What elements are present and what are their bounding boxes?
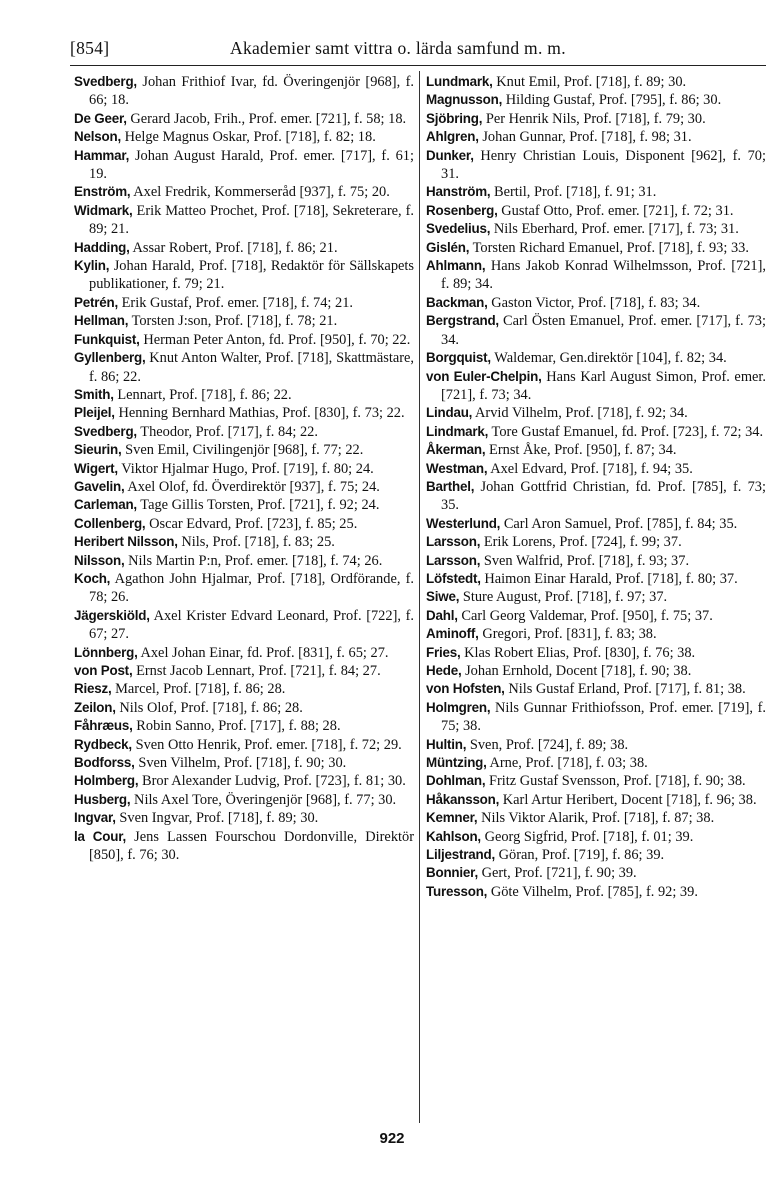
entry-surname: Pleijel, — [74, 405, 115, 421]
register-entry — [426, 625, 766, 643]
entry-details: Johan Gottfrid Christian, fd. Prof. [785], f. 73; 35. — [441, 478, 766, 514]
entry-details: Lennart, Prof. [718], f. 86; 22. — [117, 386, 292, 403]
entry-details: Karl Artur Heribert, Docent [718], f. 96; 38. — [502, 791, 757, 808]
entry-surname: Hellman, — [74, 313, 129, 329]
entry-surname: Turesson, — [426, 883, 488, 899]
entry-surname: Gyllenberg, — [74, 350, 146, 366]
entry-surname: Hede, — [426, 663, 462, 678]
register-entry — [74, 404, 414, 422]
register-entry — [74, 607, 414, 644]
entry-surname: Ahlgren, — [426, 129, 479, 145]
entry-details: Waldemar, Gen.direktör [104], f. 82; 34. — [494, 350, 727, 367]
register-entry — [74, 128, 414, 146]
entry-details: Herman Peter Anton, fd. Prof. [950], f. 70; 22. — [143, 331, 411, 348]
entry-surname: Lundmark, — [426, 74, 493, 89]
register-entry — [426, 220, 766, 238]
entry-details: Arvid Vilhelm, Prof. [718], f. 92; 34. — [475, 405, 688, 422]
entry-surname: von Hofsten, — [426, 681, 505, 697]
register-entry — [426, 239, 766, 257]
entry-surname: Håkansson, — [426, 791, 500, 807]
entry-details: Georg Sigfrid, Prof. [718], f. 01; 39. — [484, 828, 694, 845]
entry-details: Ernst Åke, Prof. [950], f. 87; 34. — [489, 442, 677, 459]
register-entry — [426, 147, 766, 184]
entry-surname: Rosenberg, — [426, 202, 498, 218]
register-entry — [426, 478, 766, 515]
entry-surname: Larsson, — [426, 534, 481, 550]
register-entry — [426, 828, 766, 846]
entry-details: Arne, Prof. [718], f. 03; 38. — [489, 755, 648, 772]
register-entry — [426, 699, 766, 736]
entry-surname: Nelson, — [74, 129, 121, 145]
entry-details: Sven Emil, Civilingenjör [968], f. 77; 22. — [125, 442, 364, 459]
entry-details: Johan Gunnar, Prof. [718], f. 98; 31. — [482, 129, 692, 146]
register-entry — [426, 73, 766, 91]
entry-surname: Lindmark, — [426, 423, 489, 439]
entry-surname: Nilsson, — [74, 552, 125, 568]
entry-details: Fritz Gustaf Svensson, Prof. [718], f. 90; 38. — [489, 773, 746, 790]
entry-details: Torsten Richard Emanuel, Prof. [718], f. 93; 33. — [472, 239, 749, 256]
entry-details: Hans Jakob Konrad Wilhelmsson, Prof. [721], f. 89; 34. — [441, 258, 766, 293]
entry-surname: Lindau, — [426, 405, 473, 421]
entry-details: Bertil, Prof. [718], f. 91; 31. — [494, 184, 657, 201]
entry-details: Axel Johan Einar, fd. Prof. [831], f. 65; 27. — [140, 644, 389, 661]
entry-surname: Kemner, — [426, 810, 478, 826]
entry-details: Nils Eberhard, Prof. emer. [717], f. 73; 31. — [493, 221, 739, 238]
entry-surname: Gavelin, — [74, 478, 125, 494]
register-entry — [426, 312, 766, 349]
register-entry — [74, 460, 414, 478]
entry-details: Johan Harald, Prof. [718], Redaktör för Sällskapets publikationer, f. 79; 21. — [89, 258, 414, 293]
entry-surname: Bodforss, — [74, 755, 135, 771]
register-entry — [74, 73, 414, 110]
register-entry — [74, 478, 414, 496]
register-entry — [74, 331, 414, 349]
entry-surname: Holmberg, — [74, 773, 139, 789]
entry-surname: Svedberg, — [74, 74, 137, 89]
entry-surname: Fåhræus, — [74, 718, 133, 734]
entry-surname: Gislén, — [426, 239, 470, 255]
entry-details: Erik Lorens, Prof. [724], f. 99; 37. — [483, 534, 682, 551]
entry-details: Göte Vilhelm, Prof. [785], f. 92; 39. — [490, 883, 698, 900]
register-entry — [74, 552, 414, 570]
register-entry — [74, 202, 414, 239]
entry-surname: Enström, — [74, 184, 131, 200]
register-entry — [74, 239, 414, 257]
entry-details: Knut Anton Walter, Prof. [718], Skattmästare, f. 86; 22. — [89, 350, 414, 385]
register-entry — [426, 791, 766, 809]
register-entry — [74, 257, 414, 294]
entry-details: Göran, Prof. [719], f. 86; 39. — [498, 847, 665, 864]
register-entry — [426, 368, 766, 405]
entry-details: Johan Frithiof Ivar, fd. Överingenjör [968], f. 66; 18. — [89, 74, 414, 109]
entry-details: Marcel, Prof. [718], f. 86; 28. — [115, 681, 286, 698]
register-entry — [426, 404, 766, 422]
entry-surname: Löfstedt, — [426, 570, 481, 586]
entry-details: Gustaf Otto, Prof. emer. [721], f. 72; 31. — [501, 202, 734, 219]
register-entry — [74, 791, 414, 809]
header-page-number: [854] — [70, 38, 110, 58]
register-entry — [426, 515, 766, 533]
register-entry — [426, 588, 766, 606]
entry-surname: Carleman, — [74, 497, 137, 513]
entry-surname: Larsson, — [426, 552, 481, 568]
entry-surname: la Cour, — [74, 828, 127, 844]
entry-surname: Hanström, — [426, 184, 491, 200]
entry-details: Theodor, Prof. [717], f. 84; 22. — [140, 423, 318, 440]
entry-surname: Funkquist, — [74, 331, 140, 347]
entry-details: Gerard Jacob, Frih., Prof. emer. [721], f. 58; 18. — [130, 110, 407, 127]
entry-details: Nils Viktor Alarik, Prof. [718], f. 87; 38. — [481, 810, 715, 827]
entry-details: Erik Gustaf, Prof. emer. [718], f. 74; 21. — [121, 294, 354, 311]
entry-details: Gregori, Prof. [831], f. 83; 38. — [482, 626, 657, 643]
entry-surname: Bergstrand, — [426, 313, 499, 329]
running-header — [70, 38, 770, 64]
register-entry — [74, 423, 414, 441]
entry-details: Sture August, Prof. [718], f. 97; 37. — [462, 589, 668, 606]
entry-details: Agathon John Hjalmar, Prof. [718], Ordförande, f. 78; 26. — [89, 570, 414, 606]
register-entry — [426, 552, 766, 570]
register-entry — [74, 496, 414, 514]
register-entry — [426, 772, 766, 790]
register-entry — [74, 570, 414, 607]
entry-details: Robin Sanno, Prof. [717], f. 88; 28. — [136, 718, 341, 735]
entry-surname: Sieurin, — [74, 442, 122, 458]
register-entry — [74, 349, 414, 386]
entry-surname: Aminoff, — [426, 626, 479, 642]
entry-details: Sven, Prof. [724], f. 89; 38. — [469, 736, 629, 753]
entry-surname: Westerlund, — [426, 515, 501, 531]
entry-surname: Hammar, — [74, 147, 130, 163]
register-entry — [426, 864, 766, 882]
register-entry — [74, 680, 414, 698]
entry-surname: Fries, — [426, 644, 461, 660]
entry-surname: Barthel, — [426, 478, 475, 494]
entry-details: Johan Ernhold, Docent [718], f. 90; 38. — [465, 663, 692, 679]
register-entry — [426, 846, 766, 864]
footer-page-number: 922 — [379, 1130, 405, 1147]
register-entry — [426, 754, 766, 772]
entry-details: Sven Vilhelm, Prof. [718], f. 90; 30. — [138, 755, 347, 772]
entry-surname: Widmark, — [74, 202, 133, 218]
register-entry — [74, 312, 414, 330]
entry-details: Johan August Harald, Prof. emer. [717], f. 61; 19. — [89, 147, 414, 183]
entry-surname: Jägerskiöld, — [74, 607, 150, 623]
entry-surname: Lönnberg, — [74, 644, 138, 660]
entry-details: Torsten J:son, Prof. [718], f. 78; 21. — [131, 313, 338, 330]
entry-surname: Petrén, — [74, 294, 118, 310]
register-entry — [426, 441, 766, 459]
entry-details: Viktor Hjalmar Hugo, Prof. [719], f. 80; 24. — [121, 460, 374, 477]
entry-surname: Wigert, — [74, 460, 118, 476]
entry-details: Tore Gustaf Emanuel, fd. Prof. [723], f. 72; 34. — [491, 423, 764, 440]
register-entry — [426, 533, 766, 551]
entry-details: Axel Olof, fd. Överdirektör [937], f. 75; 24. — [127, 478, 380, 495]
register-entry — [426, 680, 766, 698]
entry-details: Tage Gillis Torsten, Prof. [721], f. 92; 24. — [140, 497, 380, 514]
register-entry — [426, 349, 766, 367]
entry-details: Bror Alexander Ludvig, Prof. [723], f. 81; 30. — [142, 773, 406, 790]
entry-surname: Riesz, — [74, 681, 112, 697]
entry-details: Axel Krister Edvard Leonard, Prof. [722], f. 67; 27. — [89, 607, 414, 643]
entry-details: Hilding Gustaf, Prof. [795], f. 86; 30. — [505, 92, 722, 109]
entry-details: Oscar Edvard, Prof. [723], f. 85; 25. — [149, 515, 358, 532]
register-entry — [426, 91, 766, 109]
register-entry — [426, 662, 766, 680]
register-entry — [426, 202, 766, 220]
register-entry — [74, 147, 414, 184]
entry-surname: Sjöbring, — [426, 110, 483, 126]
entry-details: Assar Robert, Prof. [718], f. 86; 21. — [132, 239, 338, 256]
entry-surname: Dohlman, — [426, 773, 486, 789]
register-entry — [426, 294, 766, 312]
entry-surname: De Geer, — [74, 110, 127, 126]
entry-details: Carl Georg Valdemar, Prof. [950], f. 75; 37. — [461, 607, 713, 624]
entry-details: Nils Gustaf Erland, Prof. [717], f. 81; 38. — [508, 681, 746, 698]
entry-details: Erik Matteo Prochet, Prof. [718], Sekreterare, f. 89; 21. — [89, 202, 415, 238]
register-entry — [74, 294, 414, 312]
entry-surname: von Euler-Chelpin, — [426, 368, 542, 384]
entry-surname: Ingvar, — [74, 810, 116, 826]
register-entry — [74, 736, 414, 754]
register-entry — [74, 183, 414, 201]
column-divider — [419, 71, 420, 1123]
entry-details: Gaston Victor, Prof. [718], f. 83; 34. — [491, 294, 701, 311]
entry-surname: Smith, — [74, 386, 114, 402]
entry-surname: Svedberg, — [74, 423, 137, 439]
header-title: Akademier samt vittra o. lärda samfund m. m. — [230, 38, 566, 58]
entry-details: Axel Fredrik, Kommerseråd [937], f. 75; 20. — [133, 184, 390, 201]
entry-details: Nils, Prof. [718], f. 83; 25. — [181, 534, 335, 551]
entry-details: Hans Karl August Simon, Prof. emer. [721], f. 73; 34. — [441, 368, 766, 403]
entry-details: Nils Gunnar Frithiofsson, Prof. emer. [719], f. 75; 38. — [441, 699, 766, 735]
entry-details: Carl Östen Emanuel, Prof. emer. [717], f. 73; 34. — [441, 313, 766, 348]
register-entry — [74, 754, 414, 772]
entry-surname: Borgquist, — [426, 350, 491, 366]
entry-surname: Rydbeck, — [74, 736, 132, 752]
entry-surname: Hultin, — [426, 736, 467, 752]
register-entry — [426, 423, 766, 441]
entry-surname: Husberg, — [74, 791, 131, 807]
register-entry — [74, 110, 414, 128]
right-column — [426, 73, 766, 901]
entry-surname: Zeilon, — [74, 699, 116, 715]
entry-details: Sven Otto Henrik, Prof. emer. [718], f. 72; 29. — [135, 736, 402, 753]
register-entry — [74, 386, 414, 404]
register-entry — [74, 515, 414, 533]
header-rule — [70, 65, 766, 66]
register-entry — [74, 533, 414, 551]
register-entry — [74, 809, 414, 827]
entry-surname: Kahlson, — [426, 828, 481, 844]
register-entry — [426, 570, 766, 588]
register-entry — [74, 828, 414, 865]
entry-surname: Siwe, — [426, 589, 460, 605]
register-entry — [74, 441, 414, 459]
entry-surname: Kylin, — [74, 258, 110, 274]
register-entry — [426, 128, 766, 146]
register-entry — [74, 772, 414, 790]
entry-surname: Bonnier, — [426, 865, 478, 881]
entry-surname: Dahl, — [426, 607, 458, 623]
register-entry — [426, 110, 766, 128]
register-entry — [74, 699, 414, 717]
entry-surname: Holmgren, — [426, 699, 491, 715]
register-entry — [426, 183, 766, 201]
entry-details: Axel Edvard, Prof. [718], f. 94; 35. — [490, 460, 693, 477]
register-entry — [74, 717, 414, 735]
register-entry — [426, 809, 766, 827]
entry-surname: Koch, — [74, 570, 111, 586]
entry-details: Jens Lassen Fourschou Dordonville, Direktör [850], f. 76; 30. — [89, 828, 414, 864]
entry-details: Gert, Prof. [721], f. 90; 39. — [481, 865, 637, 882]
entry-surname: Ahlmann, — [426, 258, 486, 274]
entry-surname: Backman, — [426, 294, 488, 310]
entry-surname: von Post, — [74, 663, 133, 678]
register-entry — [426, 607, 766, 625]
register-entry — [426, 736, 766, 754]
entry-details: Haimon Einar Harald, Prof. [718], f. 80; 37. — [484, 570, 738, 587]
entry-surname: Liljestrand, — [426, 847, 496, 863]
entry-details: Sven Ingvar, Prof. [718], f. 89; 30. — [119, 810, 319, 827]
entry-surname: Dunker, — [426, 147, 474, 163]
register-entry — [426, 883, 766, 901]
entry-surname: Heribert Nilsson, — [74, 534, 178, 550]
left-column — [74, 73, 414, 864]
entry-details: Sven Walfrid, Prof. [718], f. 93; 37. — [483, 552, 690, 569]
entry-surname: Collenberg, — [74, 515, 146, 531]
entry-surname: Müntzing, — [426, 755, 487, 771]
entry-details: Klas Robert Elias, Prof. [830], f. 76; 38. — [464, 644, 696, 661]
entry-surname: Westman, — [426, 460, 488, 476]
entry-details: Helge Magnus Oskar, Prof. [718], f. 82; 18. — [124, 129, 376, 146]
entry-details: Nils Olof, Prof. [718], f. 86; 28. — [119, 699, 303, 716]
entry-surname: Åkerman, — [426, 442, 486, 458]
entry-details: Ernst Jacob Lennart, Prof. [721], f. 84; 27. — [136, 663, 381, 679]
entry-details: Nils Martin P:n, Prof. emer. [718], f. 74; 26. — [128, 552, 383, 569]
register-entry — [74, 644, 414, 662]
register-entry — [426, 460, 766, 478]
entry-details: Nils Axel Tore, Överingenjör [968], f. 77; 30. — [134, 791, 397, 808]
entry-details: Carl Aron Samuel, Prof. [785], f. 84; 35. — [503, 515, 738, 532]
entry-details: Knut Emil, Prof. [718], f. 89; 30. — [496, 74, 687, 90]
entry-surname: Hadding, — [74, 239, 130, 255]
entry-details: Henry Christian Louis, Disponent [962], f. 70; 31. — [441, 147, 766, 183]
entry-surname: Svedelius, — [426, 221, 491, 237]
entry-details: Per Henrik Nils, Prof. [718], f. 79; 30. — [485, 110, 706, 127]
register-entry — [74, 662, 414, 680]
register-entry — [426, 644, 766, 662]
entry-details: Henning Bernhard Mathias, Prof. [830], f. 73; 22. — [118, 405, 405, 422]
register-entry — [426, 257, 766, 294]
entry-surname: Magnusson, — [426, 92, 503, 108]
